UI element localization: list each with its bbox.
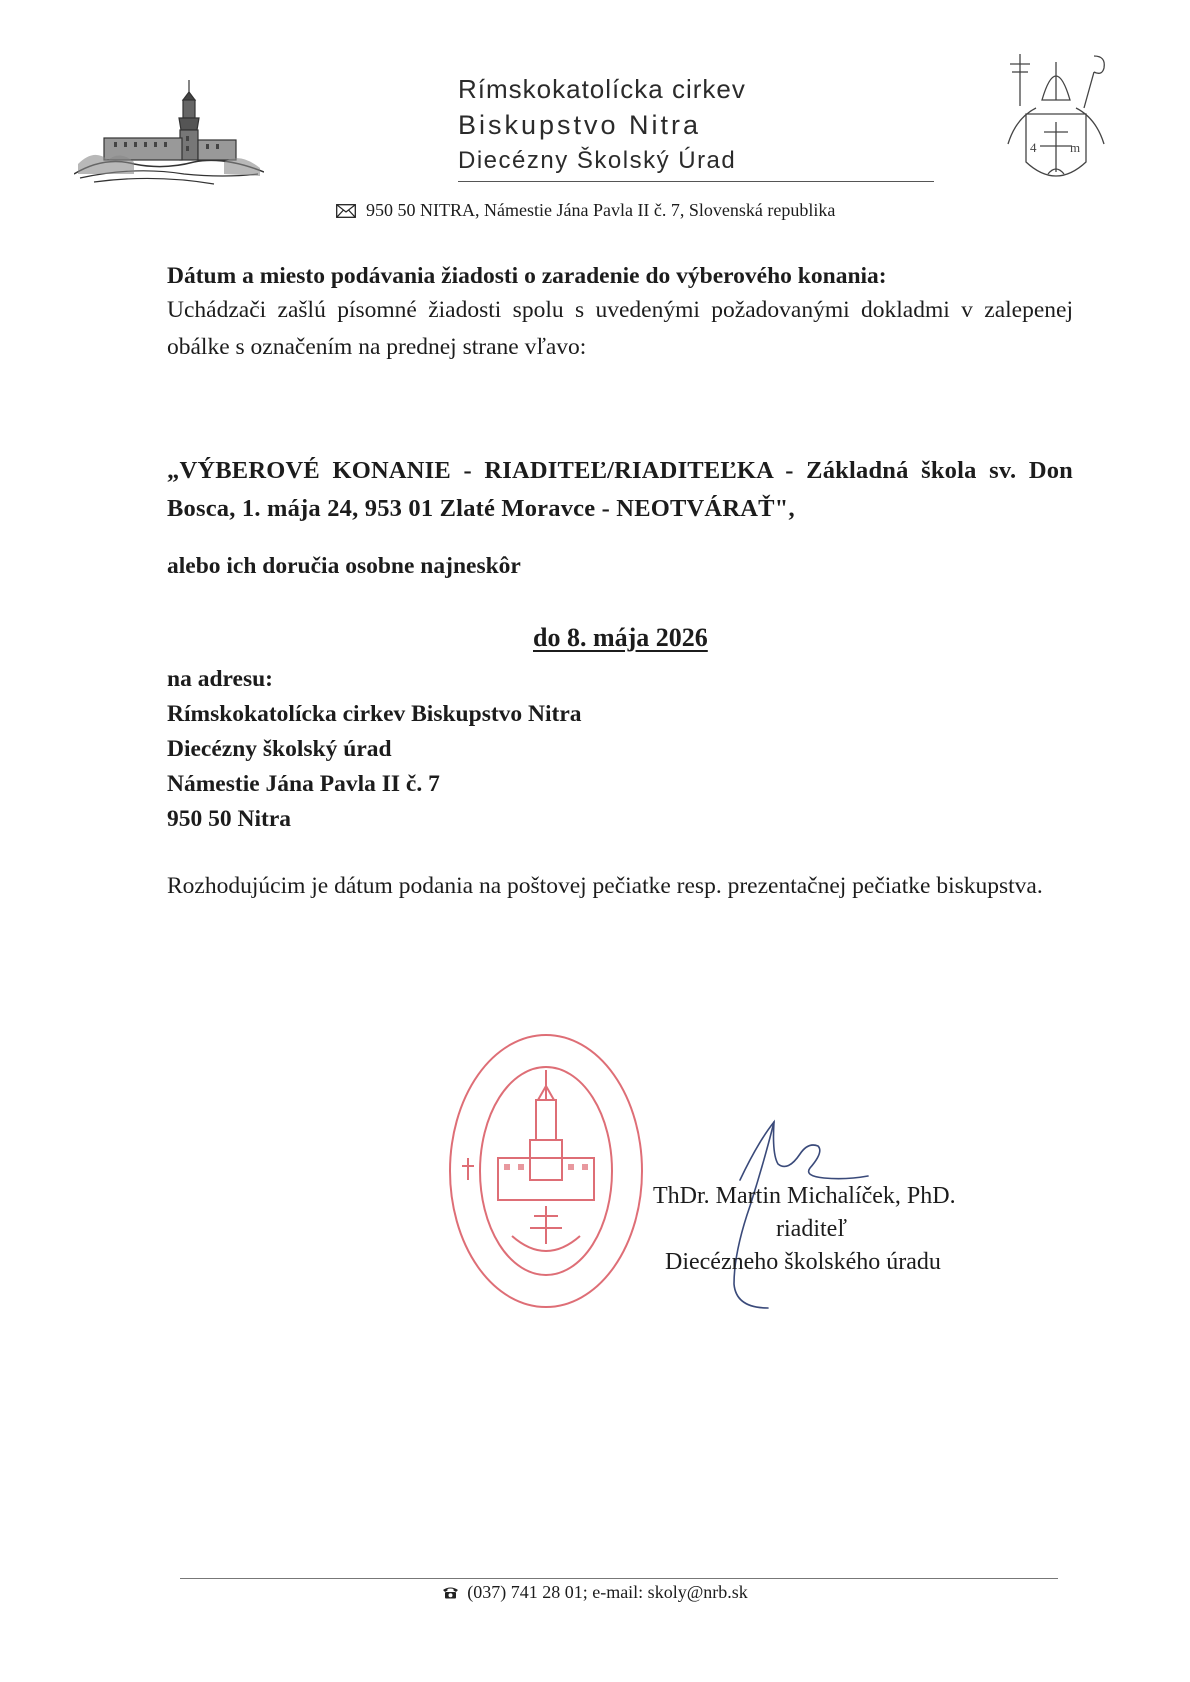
signatory-name: ThDr. Martin Michalíček, PhD.: [653, 1183, 956, 1209]
envelope-marking: „VÝBEROVÉ KONANIE - RIADITEĽ/RIADITEĽKA - Základná škola sv. Don Bosca, 1. mája 24, 953 01 Zlaté Moravce - NEOTVÁRAŤ",: [167, 457, 1073, 522]
footer-divider: [180, 1578, 1058, 1579]
address-line-2: Diecézny školský úrad: [167, 736, 392, 762]
delivery-text: alebo ich doručia osobne najneskôr: [167, 553, 521, 579]
bishopric-stamp-icon: [446, 1030, 646, 1312]
svg-text:4: 4: [1030, 140, 1037, 155]
castle-logo-icon: [74, 78, 264, 196]
header-address: [336, 200, 835, 221]
phone-icon: [442, 1586, 459, 1599]
header-divider: [458, 181, 934, 182]
episcopal-crest-icon: [996, 50, 1116, 202]
signature-block: [650, 1180, 1010, 1279]
address-line-1: Rímskokatolícka cirkev Biskupstvo Nitra: [167, 701, 582, 727]
org-name-line2: Biskupstvo Nitra: [458, 110, 702, 140]
section-text: Uchádzači zašlú písomné žiadosti spolu s uvedenými požadovanými dokladmi v zalepenej obálke s označením na prednej strane vľavo:: [167, 297, 1073, 360]
section-title: Dátum a miesto podávania žiadosti o zaradenie do výberového konania:: [167, 263, 887, 289]
header-address-text: 950 50 NITRA, Námestie Jána Pavla II č. 7, Slovenská republika: [366, 200, 836, 220]
deadline-date: do 8. mája 2026: [533, 623, 708, 652]
envelope-icon: [336, 204, 356, 218]
org-name-line1: Rímskokatolícka cirkev: [458, 74, 746, 104]
address-line-3: Námestie Jána Pavla II č. 7: [167, 771, 440, 797]
address-label: na adresu:: [167, 666, 273, 692]
svg-text:m: m: [1070, 140, 1081, 155]
signatory-role: riaditeľ: [776, 1216, 848, 1242]
org-name-line3: Diecézny Školský Úrad: [458, 147, 737, 174]
decisive-date-note: Rozhodujúcim je dátum podania na poštovej pečiatke resp. prezentačnej pečiatke biskupstva.: [167, 873, 1043, 899]
address-line-4: 950 50 Nitra: [167, 806, 292, 832]
address-block: [167, 662, 1073, 837]
signatory-office: Diecézneho školského úradu: [665, 1249, 941, 1275]
footer-contact-text: (037) 741 28 01; e-mail: skoly@nrb.sk: [467, 1582, 748, 1602]
footer-contact: [0, 1582, 1190, 1603]
